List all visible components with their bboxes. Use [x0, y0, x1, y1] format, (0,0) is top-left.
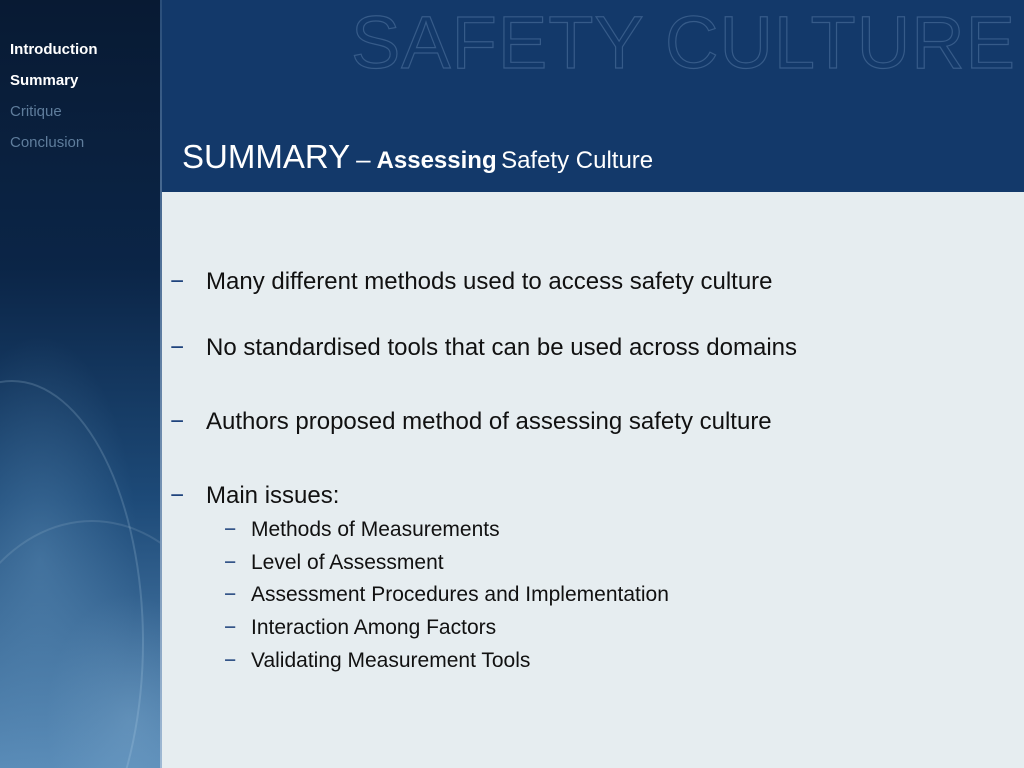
- bullet-dash: −: [170, 408, 185, 435]
- slide-content: [162, 192, 1024, 768]
- sub-bullet-text: Interaction Among Factors: [251, 616, 497, 639]
- bullet-dash: −: [170, 482, 185, 509]
- sub-bullet-dash: −: [224, 616, 237, 639]
- bullet-item: [170, 334, 797, 362]
- nav-item-critique[interactable]: Critique: [10, 103, 62, 120]
- bullet-dash: −: [170, 334, 185, 361]
- sub-bullet-dash: −: [224, 649, 237, 672]
- header-watermark: SAFETY CULTURE: [350, 1, 1016, 84]
- nav-item-conclusion[interactable]: Conclusion: [10, 134, 85, 151]
- title-rest: Safety Culture: [501, 147, 654, 174]
- sub-bullet-text: Validating Measurement Tools: [251, 649, 531, 672]
- bullet-text: No standardised tools that can be used across domains: [206, 334, 798, 361]
- sub-bullet-item: [224, 518, 500, 542]
- bullet-item: [170, 482, 339, 510]
- bullet-text: Many different methods used to access safety culture: [206, 268, 773, 295]
- bullet-item: [170, 408, 772, 436]
- bullet-text: Main issues:: [206, 482, 340, 509]
- section-nav: [10, 34, 97, 158]
- title-main: SUMMARY: [182, 138, 351, 175]
- sub-bullet-text: Methods of Measurements: [251, 518, 500, 541]
- bullet-dash: −: [170, 268, 185, 295]
- sidebar: [0, 0, 161, 768]
- title-bold: Assessing: [376, 147, 497, 174]
- sub-bullet-item: [224, 583, 669, 607]
- sub-bullet-dash: −: [224, 583, 237, 606]
- nav-item-summary[interactable]: Summary: [10, 72, 79, 89]
- sub-bullet-text: Level of Assessment: [251, 551, 444, 574]
- title-dash: –: [356, 144, 371, 174]
- sub-bullet-item: [224, 616, 496, 640]
- sub-bullet-item: [224, 551, 444, 575]
- slide-header: [162, 0, 1024, 192]
- bullet-item: [170, 268, 773, 296]
- bullet-text: Authors proposed method of assessing safety culture: [206, 408, 772, 435]
- sub-bullet-dash: −: [224, 518, 237, 541]
- slide-title: [182, 138, 653, 176]
- nav-item-introduction[interactable]: Introduction: [10, 41, 98, 58]
- sub-bullet-text: Assessment Procedures and Implementation: [251, 583, 669, 606]
- sub-bullet-dash: −: [224, 551, 237, 574]
- decorative-swoosh: [0, 520, 161, 768]
- sub-bullet-item: [224, 649, 530, 673]
